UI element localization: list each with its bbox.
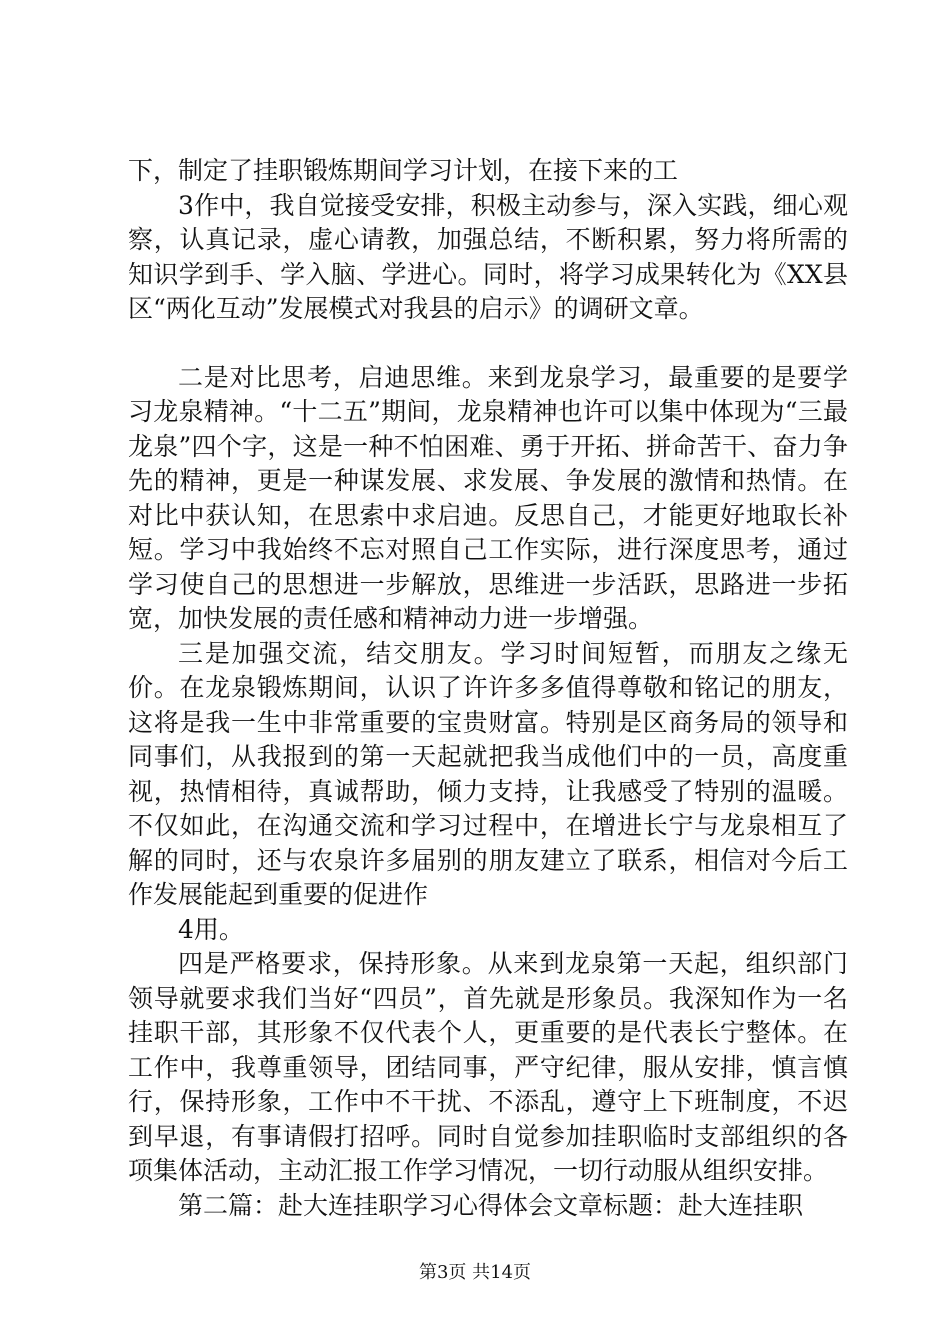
- paragraph-compare-think: 二是对比思考，启迪思维。来到龙泉学习，最重要的是要学习龙泉精神。“十二五”期间，龙泉精神也许可以集中体现为“三最龙泉”四个字，这是一种不怕困难、勇于开拓、拼命苦干、奋力争先的精神，更是一种谋发展、求发展、争发展的激情和热情。在对比中获认知，在思索中求启迪。反思自己，才能更好地取长补短。学习中我始终不忘对照自己工作实际，进行深度思考，通过学习使自己的思想进一步解放，思维进一步活跃，思路进一步拓宽，加快发展的责任感和精神动力进一步增强。: [128, 362, 848, 633]
- paragraph-continuation: 下，制定了挂职锻炼期间学习计划，在接下来的工: [128, 156, 679, 185]
- paragraph-second-article-title: 第二篇：赴大连挂职学习心得体会文章标题：赴大连挂职: [178, 1190, 804, 1220]
- page-number: 第3页 共14页: [418, 1262, 532, 1283]
- paragraph-strict-requirements: 四是严格要求，保持形象。从来到龙泉第一天起，组织部门领导就要求我们当好“四员”，首先就是形象员。我深知作为一名挂职干部，其形象不仅代表个人，更重要的是代表长宁整体。在工作中，我尊重领导，团结同事，严守纪律，服从安排，慎言慎行，保持形象，工作中不干扰、不添乱，遵守上下班制度，不迟到早退，有事请假打招呼。同时自觉参加挂职临时支部组织的各项集体活动，主动汇报工作学习情况，一切行动服从组织安排。: [128, 949, 848, 1185]
- paragraph-continuation-use: 4用。: [178, 914, 244, 944]
- paragraph-exchange-friends: 三是加强交流，结交朋友。学习时间短暂，而朋友之缘无价。在龙泉锻炼期间，认识了许许多多值得尊敬和铭记的朋友，这将是我一生中非常重要的宝贵财富。特别是区商务局的领导和同事们，从我报到的第一天起就把我当成他们中的一员，高度重视，热情相待，真诚帮助，倾力支持，让我感受了特别的温暖。不仅如此，在沟通交流和学习过程中，在增进长宁与龙泉相互了解的同时，还与农泉许多届别的朋友建立了联系，相信对今后工作发展能起到重要的促进作: [128, 638, 848, 909]
- paragraph-study-plan: 3作中，我自觉接受安排，积极主动参与，深入实践，细心观察，认真记录，虚心请教，加强总结，不断积累，努力将所需的知识学到手、学入脑、学进心。同时，将学习成果转化为《XX县区“两化互动”发展模式对我县的启示》的调研文章。: [128, 190, 848, 323]
- document-body: [128, 154, 848, 1223]
- paragraph-gap: [128, 327, 848, 361]
